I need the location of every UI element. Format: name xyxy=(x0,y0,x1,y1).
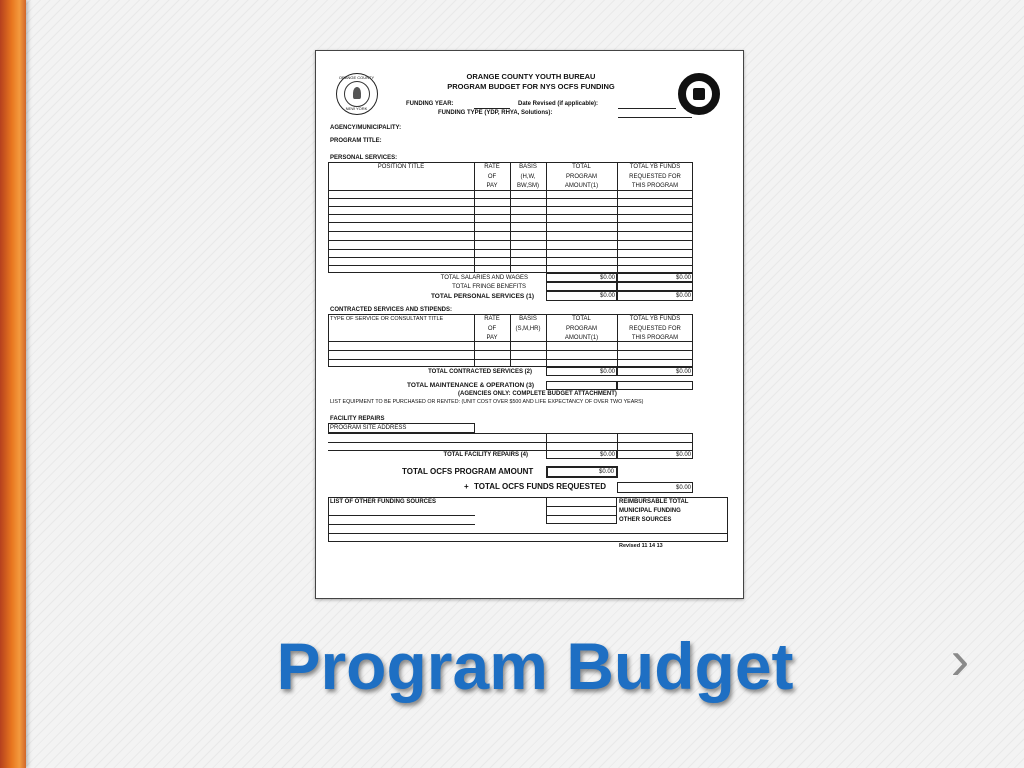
total-salaries-amount: $0.00 xyxy=(599,275,615,281)
total-maintenance-cell[interactable] xyxy=(546,381,617,390)
total-personal-label: TOTAL PERSONAL SERVICES (1) xyxy=(430,293,534,300)
funds-requested-marker: + xyxy=(464,482,469,491)
contracted-col-total: TOTAL PROGRAM AMOUNT(1) xyxy=(564,316,599,342)
total-salaries-yb: $0.00 xyxy=(675,275,691,281)
date-revised-label: Date Revised (if applicable): xyxy=(518,101,599,107)
program-site-address-label: PROGRAM SITE ADDRESS xyxy=(330,425,407,431)
facility-repairs-heading: FACILITY REPAIRS xyxy=(330,416,385,422)
col-type-of-service: TYPE OF SERVICE OR CONSULTANT TITLE xyxy=(330,316,444,322)
contracted-col-rate: RATE OF PAY xyxy=(484,316,500,342)
budget-form-document xyxy=(315,50,744,599)
seal-bottom-text: NEW YORK xyxy=(345,106,368,111)
program-title-label: PROGRAM TITLE: xyxy=(330,138,382,144)
municipal-funding-label: MUNICIPAL FUNDING xyxy=(619,508,681,514)
total-maintenance-label: TOTAL MAINTENANCE & OPERATION (3) xyxy=(407,382,534,389)
maintenance-note: (AGENCIES ONLY: COMPLETE BUDGET ATTACHMENT) xyxy=(458,391,617,397)
other-funding-sources-label: LIST OF OTHER FUNDING SOURCES xyxy=(330,499,437,505)
equipment-note: LIST EQUIPMENT TO BE PURCHASED OR RENTED: (UNIT COST OVER $500 AND LIFE EXPECTANCY OF OVER TWO YEARS) xyxy=(330,399,644,405)
date-revised-field[interactable] xyxy=(618,108,676,109)
total-contracted-yb: $0.00 xyxy=(675,369,691,375)
other-sources-label: OTHER SOURCES xyxy=(619,517,672,523)
total-facility-amount: $0.00 xyxy=(599,452,615,458)
orange-county-seal-icon xyxy=(336,73,378,115)
ocfs-seal-icon xyxy=(678,73,720,115)
contracted-col-yb: TOTAL YB FUNDS REQUESTED FOR THIS PROGRAM xyxy=(629,316,681,342)
col-total-program: TOTAL PROGRAM AMOUNT(1) xyxy=(564,164,599,190)
funding-type-label: FUNDING TYPE (YDP, RHYA, Solutions): xyxy=(438,110,553,116)
total-personal-amount: $0.00 xyxy=(599,293,615,299)
col-basis: BASIS (H,W, BW,SM) xyxy=(517,164,539,190)
other-funding-amounts[interactable] xyxy=(546,497,617,524)
reimbursable-total-label: REIMBURSABLE TOTAL xyxy=(619,499,689,505)
col-position-title: POSITION TITLE xyxy=(377,164,425,170)
total-salaries-label: TOTAL SALARIES AND WAGES xyxy=(440,275,528,281)
seal-top-text: ORANGE COUNTY xyxy=(338,75,375,80)
funding-year-label: FUNDING YEAR: xyxy=(406,101,454,107)
col-yb-funds: TOTAL YB FUNDS REQUESTED FOR THIS PROGRAM xyxy=(629,164,681,190)
contracted-col-basis: BASIS (S,M,HR) xyxy=(515,316,541,332)
slide-title: Program Budget xyxy=(276,629,794,703)
total-program-amount: $0.00 xyxy=(598,469,614,475)
form-header-line2: PROGRAM BUDGET FOR NYS OCFS FUNDING xyxy=(447,82,615,91)
tree-icon xyxy=(353,87,361,99)
total-fringe-label: TOTAL FRINGE BENEFITS xyxy=(452,284,526,290)
total-funds-requested-label: TOTAL OCFS FUNDS REQUESTED xyxy=(474,482,607,491)
total-fringe-yb-cell[interactable] xyxy=(617,282,693,291)
personal-services-heading: PERSONAL SERVICES: xyxy=(330,155,398,161)
total-fringe-cell[interactable] xyxy=(546,282,617,291)
form-header-line1: ORANGE COUNTY YOUTH BUREAU xyxy=(466,72,596,81)
contracted-services-heading: CONTRACTED SERVICES AND STIPENDS: xyxy=(330,307,453,313)
next-slide-arrow-icon[interactable]: › xyxy=(950,628,970,691)
funding-type-field[interactable] xyxy=(618,117,692,118)
revised-date: Revised 11 14 13 xyxy=(619,543,663,549)
total-contracted-label: TOTAL CONTRACTED SERVICES (2) xyxy=(428,369,532,375)
total-program-amount-label: TOTAL OCFS PROGRAM AMOUNT xyxy=(402,467,534,476)
total-facility-yb: $0.00 xyxy=(675,452,691,458)
total-contracted-amount: $0.00 xyxy=(599,369,615,375)
total-personal-yb: $0.00 xyxy=(675,293,691,299)
col-rate: RATE OF PAY xyxy=(484,164,500,190)
total-facility-label: TOTAL FACILITY REPAIRS (4) xyxy=(443,452,528,458)
agency-label: AGENCY/MUNICIPALITY: xyxy=(330,125,402,131)
funding-year-field[interactable] xyxy=(474,108,510,109)
total-maintenance-yb-cell[interactable] xyxy=(617,381,693,390)
total-funds-requested: $0.00 xyxy=(675,485,691,491)
